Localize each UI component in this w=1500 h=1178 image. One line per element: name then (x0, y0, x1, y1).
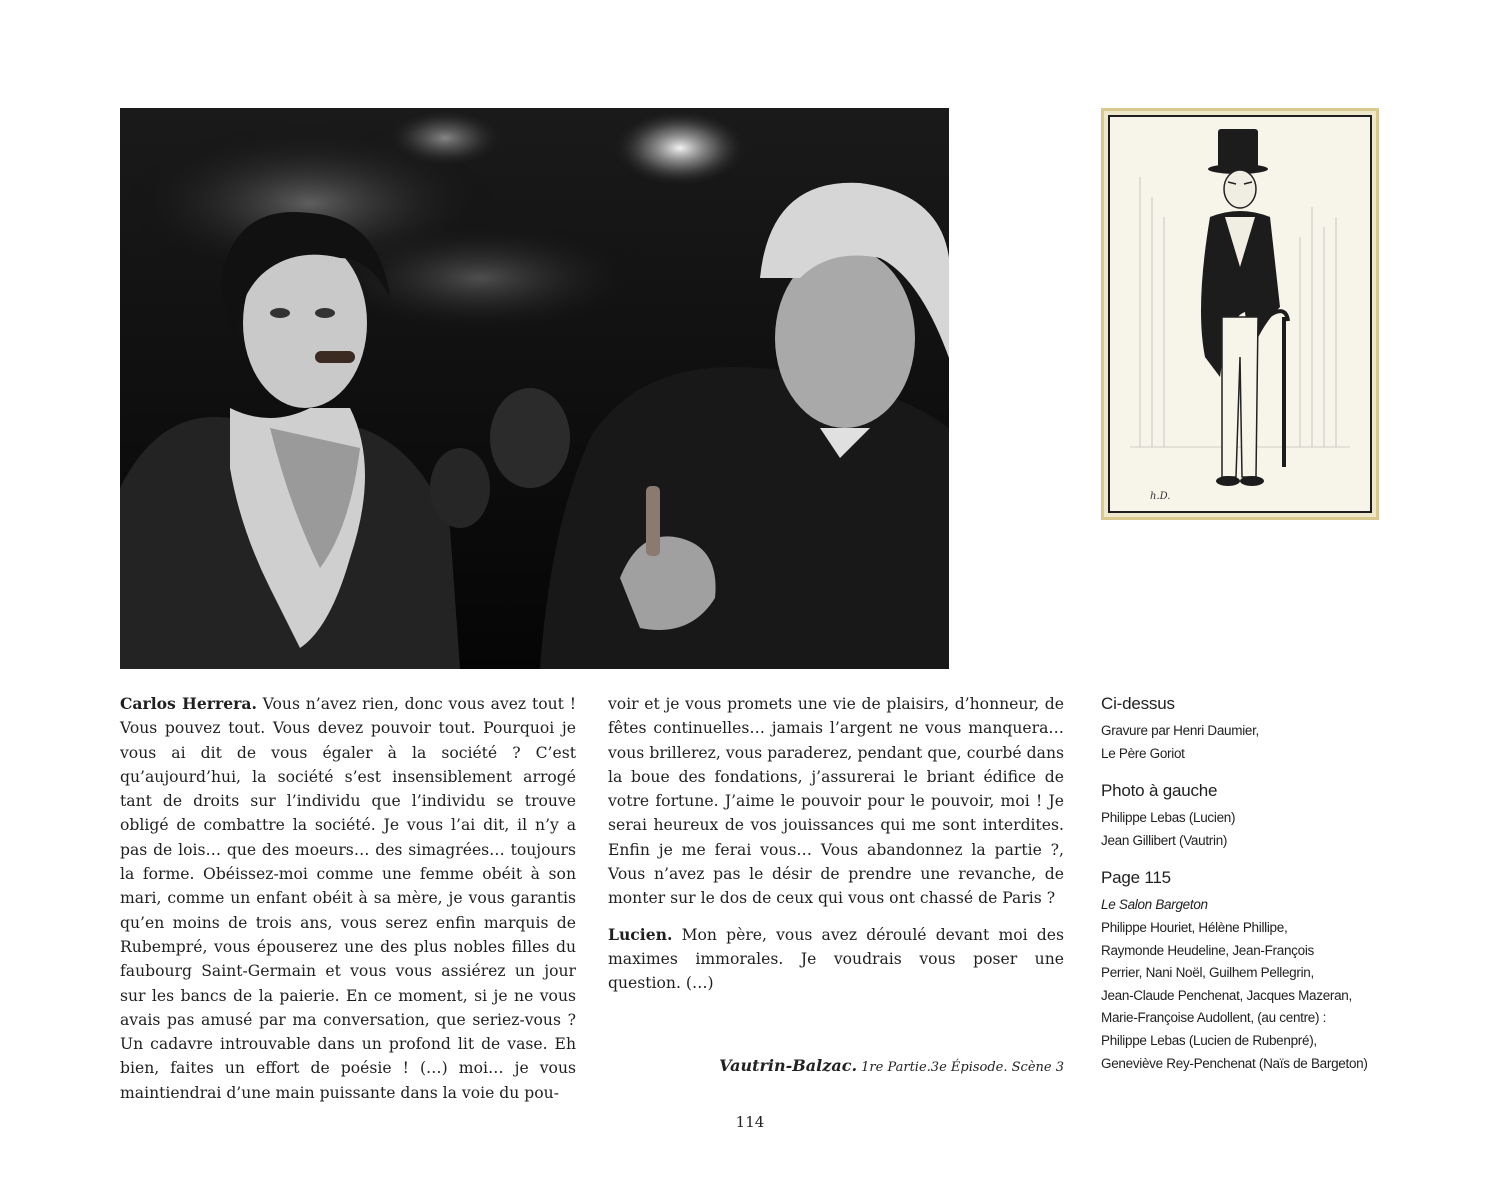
caption-line: Perrier, Nani Noël, Guilhem Pellegrin, (1101, 965, 1314, 981)
caption-title: Page 115 (1101, 868, 1171, 888)
dialogue-paragraph (120, 692, 576, 1105)
cigar (646, 486, 660, 556)
text-column-1 (120, 692, 576, 1117)
caption-line: Geneviève Rey-Penchenat (Naïs de Bargeton) (1101, 1055, 1368, 1071)
caption-title: Photo à gauche (1101, 781, 1218, 801)
engraving-frame (1101, 108, 1379, 520)
caption-photo (1101, 779, 1391, 852)
caption-above (1101, 692, 1391, 765)
scene-reference: 1re Partie.3e Épisode. Scène 3 (857, 1060, 1064, 1075)
dialogue-paragraph (608, 923, 1064, 996)
caption-line: Marie-Françoise Audollent, (au centre) : (1101, 1010, 1327, 1026)
engraving-illustration (1110, 117, 1372, 513)
man-in-top-hat (1201, 129, 1288, 486)
dialogue-continuation: voir et je vous promets une vie de plaisirs, d’honneur, de fêtes continuelles… jamais l’argent ne vous manquera… vous brillerez, vous paraderez, pendant que, courbé dans la boue des fondations, j’assurerai le briant édifice de votre fortune. J’aime le pouvoir pour le pouvoir, moi ! Je serai heureux de vos jouissances qui me sont interdites. Enfin je me ferai vous… Vous abandonnez la partie ?, Vous n’avez pas le désir de prendre une revanche, de monter sur le dos de ceux qui vous ont chassé de Paris ? (608, 695, 1064, 908)
cane (1282, 317, 1286, 467)
caption-page-115 (1101, 866, 1391, 1075)
dialogue-text: Vous n’avez rien, donc vous avez tout ! Vous pouvez tout. Vous devez pouvoir tout. Pourquoi je vous ai dit de vous égaler à la société ? C’est qu’aujourd’hui, la société s’est insensiblement arrogé tant de droits sur l’individu que l’individu se trouve obligé de combattre la société. Je vous l’ai dit, il n’y a pas de lois… que des moeurs… des simagrées… toujours la forme. Obéissez-moi comme une femme obéit à son mari, comme un enfant obéit à sa mère, je vous garantis qu’en moins de trois ans, vous serez enfin marquis de Rubempré, vous épouserez une des plus nobles filles du faubourg Saint-Germain et vous vous assiérez un jour sur les bancs de la paierie. En ce moment, si je ne vous avais pas amusé par ma conversation, que seriez-vous ? Un cadavre introuvable dans un profond lit de vase. Eh bien, faites un effort de poésie ! (…) moi… je vous maintiendrai d’une main puissante dans la voie du pou- (120, 695, 576, 1102)
caption-line: Le Père Goriot (1101, 745, 1185, 761)
speaker-name: Carlos Herrera. (120, 694, 257, 713)
stage-photo (120, 108, 949, 669)
engraving (1108, 115, 1372, 513)
caption-line: Gravure par Henri Daumier, (1101, 723, 1260, 738)
source-credit (719, 1056, 1064, 1075)
cigar (315, 351, 355, 363)
caption-line: Jean-Claude Penchenat, Jacques Mazeran, (1101, 987, 1352, 1003)
captions-sidebar (1101, 692, 1391, 1089)
page-number: 114 (735, 1113, 765, 1131)
caption-line: Jean Gillibert (Vautrin) (1101, 832, 1228, 848)
caption-title: Ci-dessus (1101, 694, 1175, 713)
caption-line: Raymonde Heudeline, Jean-François (1101, 942, 1314, 958)
caption-line: Philippe Lebas (Lucien de Rubenpré), (1101, 1032, 1317, 1048)
work-title: Vautrin-Balzac. (719, 1056, 858, 1075)
ceiling-light (610, 108, 750, 188)
dialogue-text: Mon père, vous avez déroulé devant moi des maximes immorales. Je voudrais vous poser une question. (…) (608, 925, 1064, 993)
caption-subtitle: Le Salon Bargeton (1101, 897, 1208, 913)
caption-line: Philippe Houriet, Hélène Phillipe, (1101, 919, 1288, 935)
stage-photo-illustration (120, 108, 949, 669)
caption-line: Philippe Lebas (Lucien) (1101, 810, 1236, 826)
engraving-signature: h.D. (1150, 491, 1171, 502)
speaker-name: Lucien. (608, 924, 673, 944)
text-column-2 (608, 692, 1064, 1008)
